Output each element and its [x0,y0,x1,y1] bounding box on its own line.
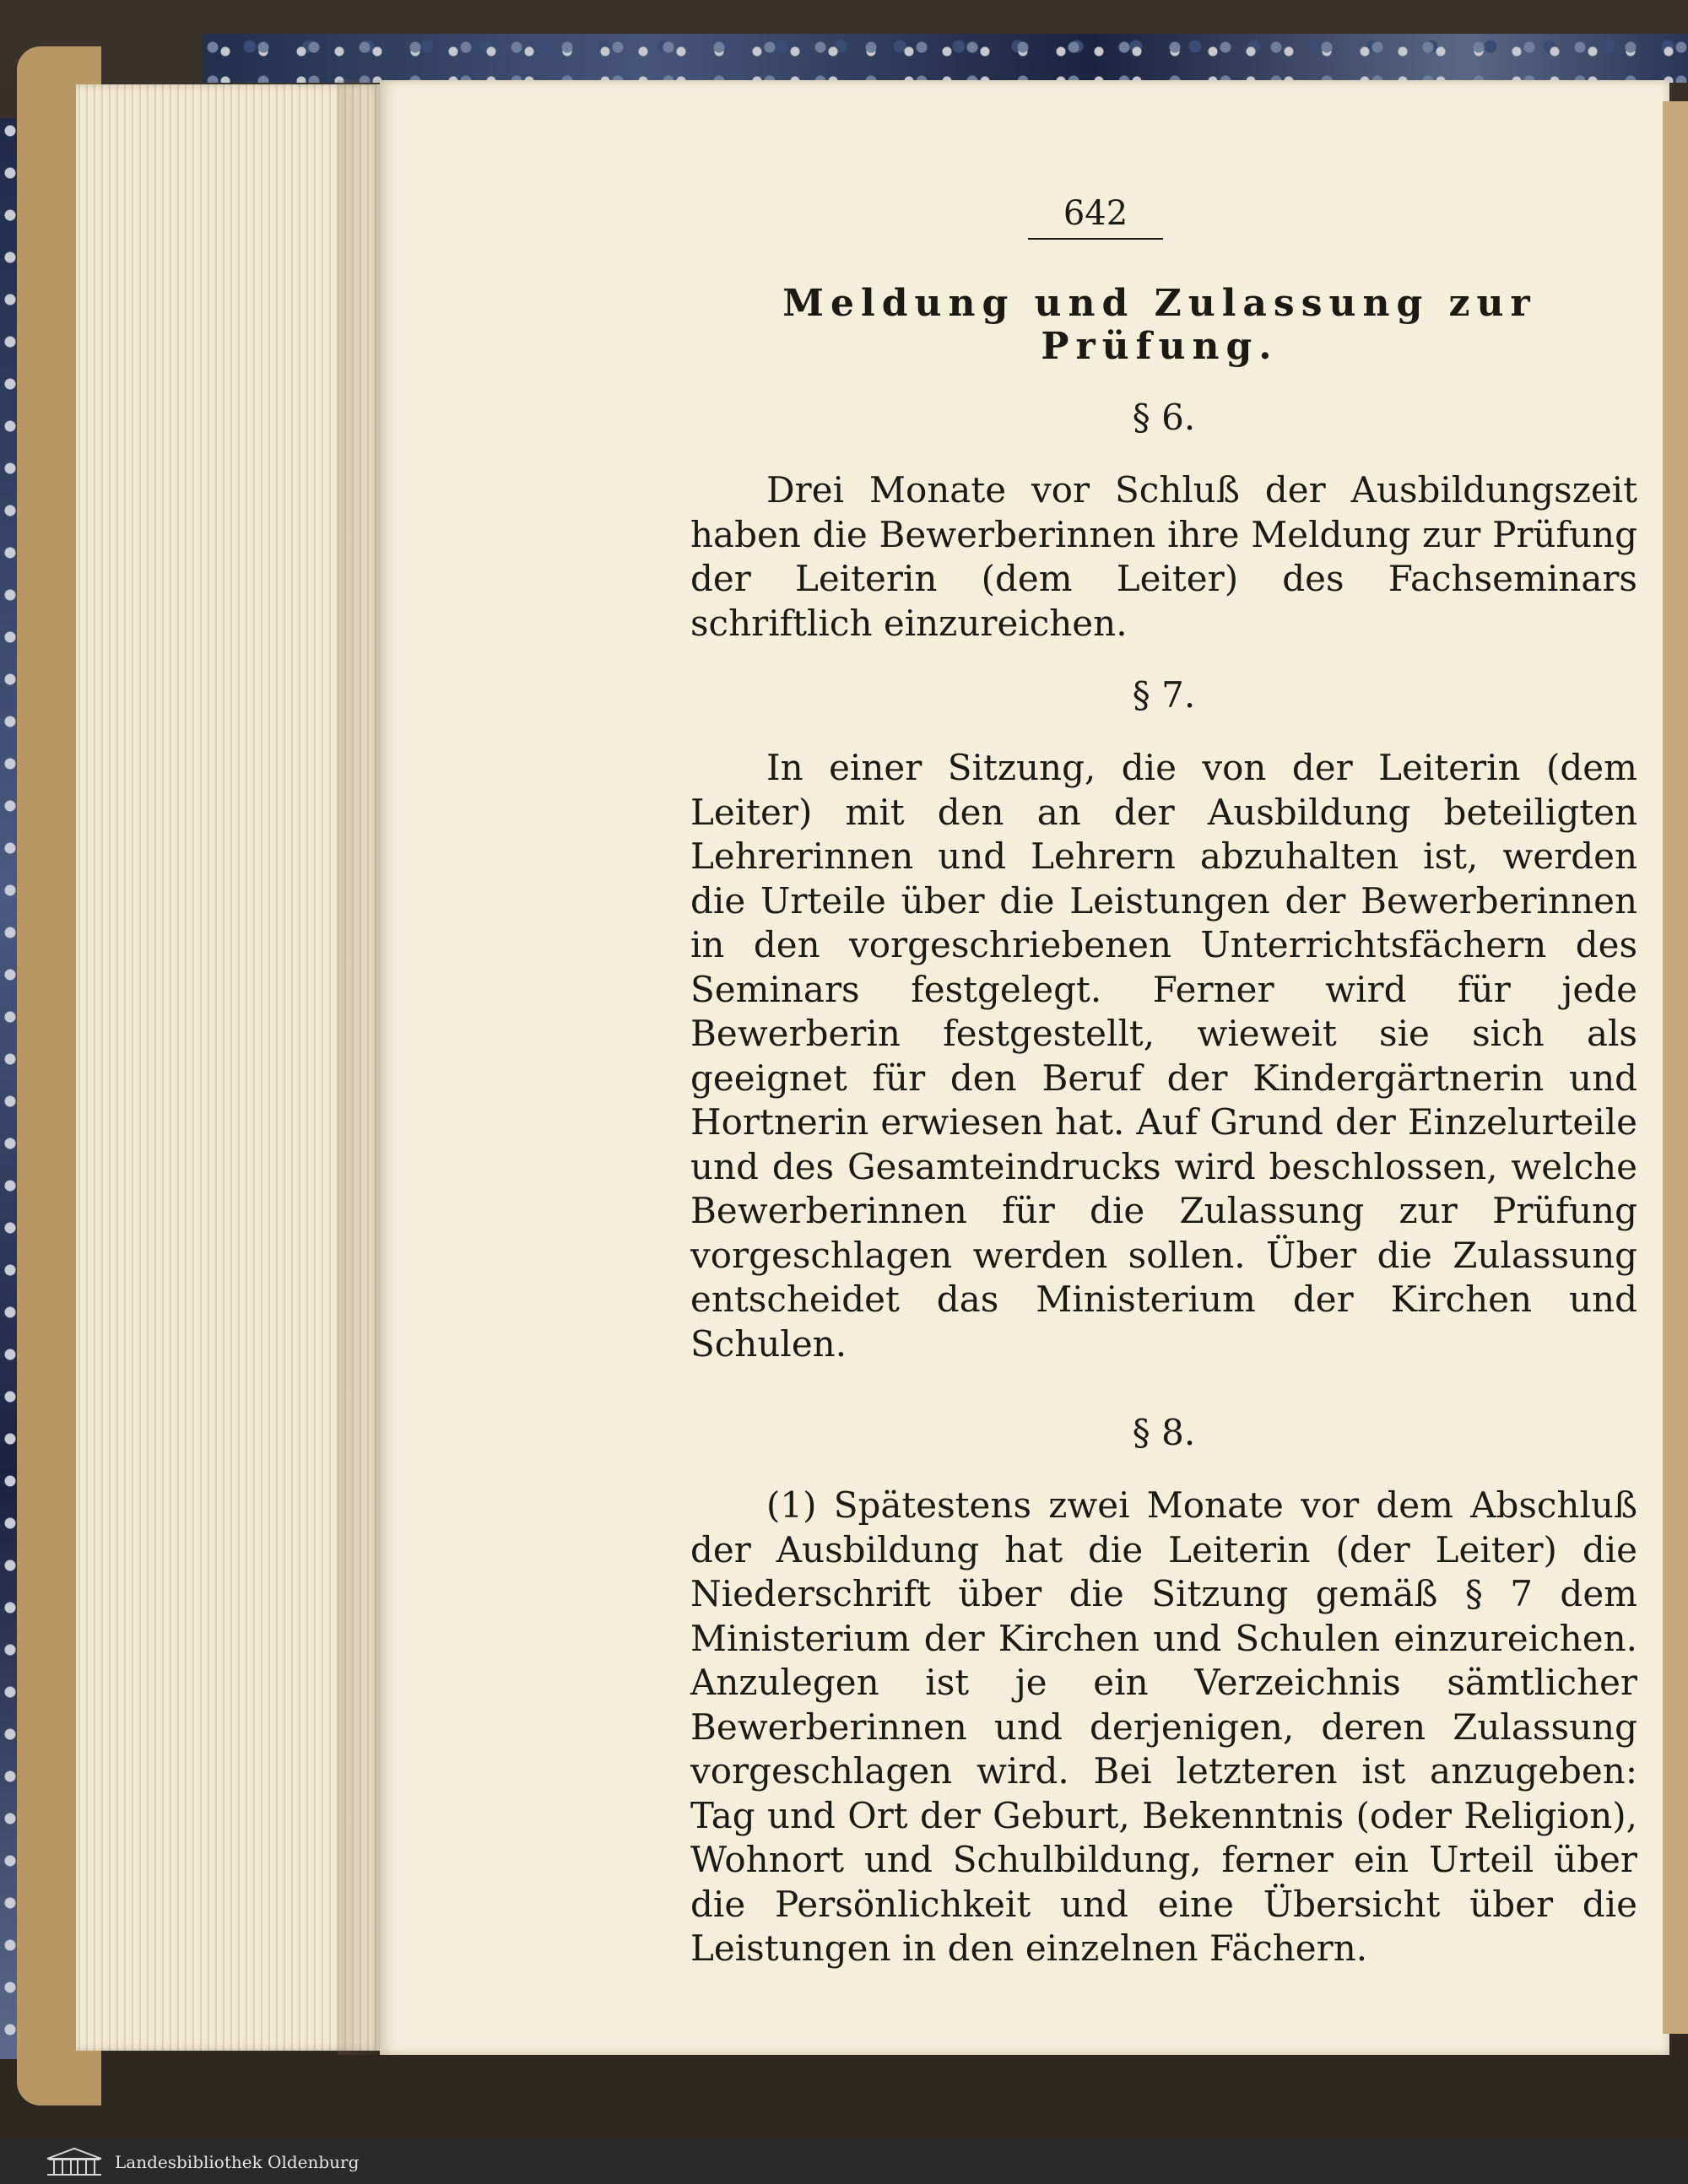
section-paragraph: In einer Sitzung, die von der Leiterin (dem Leiter) mit den an der Ausbildung beteiligten Lehrerinnen und Lehrern abzuhalten ist, werden die Urteile über die Leistungen der Bewerberinnen in den vorgeschriebenen Unterrichtsfächern des Seminars festgelegt. Ferner wird für jede Bewerberin festgestellt, wieweit sie sich als geeignet für den Beruf der Kindergärtnerin und Hortnerin erwiesen hat. Auf Grund der Einzelurteile und des Gesamteindrucks wird beschlossen, welche Bewerberinnen für die Zulassung zur Prüfung vorgeschlagen werden sollen. Über die Zulassung entscheidet das Ministerium der Kirchen und Schulen. [690,747,1637,1365]
library-building-icon [44,2147,105,2177]
page-heading: Meldung und Zulassung zur Prüfung. [782,282,1537,368]
page-content [690,194,1637,1971]
marbled-cover-top [203,34,1688,83]
section-label: § 8. [1132,1412,1196,1453]
section-paragraph: (1) Spätestens zwei Monate vor dem Abschluß der Ausbildung hat die Leiterin (der Leiter) die Niederschrift über die Sitzung gemäß § 7 dem Ministerium der Kirchen und Schulen einzureichen. Anzulegen ist je ein Verzeichnis sämtlicher Bewerberinnen und derjenigen, deren Zulassung vorgeschlagen wird. Bei letzteren ist anzugeben: Tag und Ort der Geburt, Bekenntnis (oder Religion), Wohnort und Schulbildung, ferner ein Urteil über die Persönlichkeit und eine Übersicht über die Leistungen in den einzelnen Fächern. [690,1484,1637,1969]
page-number: 642 [1028,194,1163,240]
section-label: § 6. [1132,397,1196,438]
library-name: Landesbibliothek Oldenburg [115,2151,360,2172]
page-gutter [338,80,388,2055]
section-paragraph: Drei Monate vor Schluß der Ausbildungszeit haben die Bewerberinnen ihre Meldung zur Prüfung der Leiterin (dem Leiter) des Fachseminars schriftlich einzureichen. [690,469,1637,644]
footer-bar [0,2139,1688,2184]
page-stack [76,84,380,2051]
section-label: § 7. [1132,674,1196,716]
right-cover-edge [1663,101,1688,2034]
